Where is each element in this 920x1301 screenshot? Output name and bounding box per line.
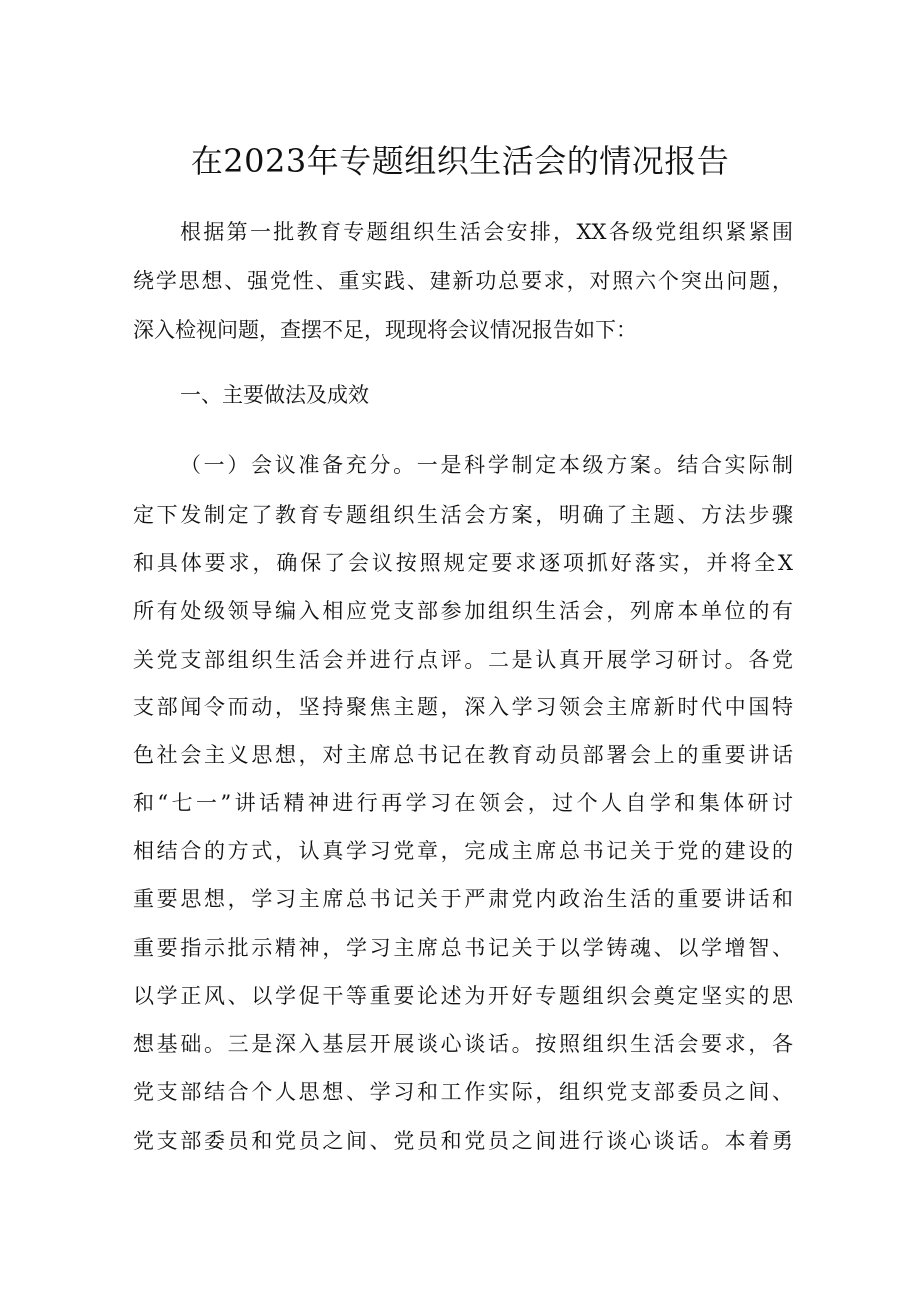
document-title: 在2023年专题组织生活会的情况报告 xyxy=(190,142,730,180)
body-line-2: 定下发制定了教育专题组织生活会方案，明确了主题、方法步骤 xyxy=(133,503,793,527)
body-line-9: 相结合的方式，认真学习党章，完成主席总书记关于党的建设的 xyxy=(133,839,793,863)
body-line-15: 党支部委员和党员之间、党员和党员之间进行谈心谈话。本着勇 xyxy=(133,1129,793,1153)
section-heading: 一、主要做法及成效 xyxy=(180,383,369,407)
body-line-11: 重要指示批示精神，学习主席总书记关于以学铸魂、以学增智、 xyxy=(133,936,793,960)
body-line-4: 所有处级领导编入相应党支部参加组织生活会，列席本单位的有 xyxy=(133,599,793,623)
body-line-14: 党支部结合个人思想、学习和工作实际，组织党支部委员之间、 xyxy=(133,1080,793,1104)
intro-line-3: 深入检视问题，查摆不足，现现将会议情况报告如下： xyxy=(133,318,637,342)
body-line-7: 色社会主义思想，对主席总书记在教育动员部署会上的重要讲话 xyxy=(133,743,793,767)
body-line-13: 想基础。三是深入基层开展谈心谈话。按照组织生活会要求，各 xyxy=(133,1032,793,1056)
body-line-3: 和具体要求，确保了会议按照规定要求逐项抓好落实，并将全X xyxy=(133,551,793,575)
body-line-12: 以学正风、以学促干等重要论述为开好专题组织会奠定坚实的思 xyxy=(133,984,793,1008)
body-line-1: （一）会议准备充分。一是科学制定本级方案。结合实际制 xyxy=(180,453,793,477)
body-line-6: 支部闻令而动，坚持聚焦主题，深入学习领会主席新时代中国特 xyxy=(133,695,793,719)
intro-line-2: 绕学思想、强党性、重实践、建新功总要求，对照六个突出问题， xyxy=(133,269,793,293)
body-line-10: 重要思想，学习主席总书记关于严肃党内政治生活的重要讲话和 xyxy=(133,887,793,911)
intro-line-1: 根据第一批教育专题组织生活会安排，XX各级党组织紧紧围 xyxy=(180,220,793,244)
body-line-5: 关党支部组织生活会并进行点评。二是认真开展学习研讨。各党 xyxy=(133,648,793,672)
body-line-8: 和“七一”讲话精神进行再学习在领会，过个人自学和集体研讨 xyxy=(133,791,793,815)
